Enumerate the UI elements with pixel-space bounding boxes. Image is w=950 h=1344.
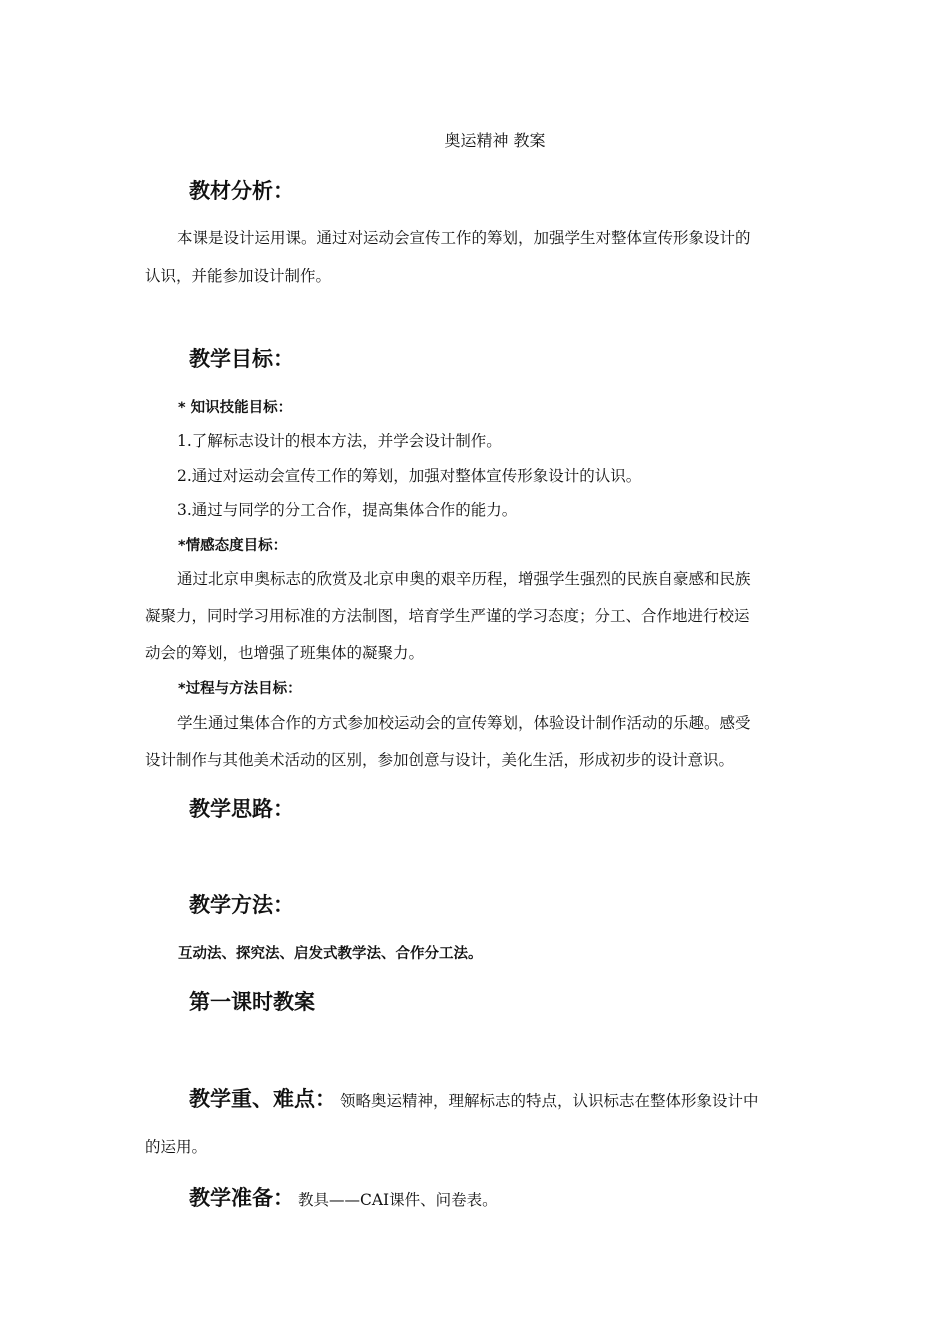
- preparation-row: [189, 1182, 498, 1212]
- heading-teaching-goals: 教学目标：: [189, 347, 294, 371]
- key-points-row: [189, 1083, 759, 1113]
- emotion-goal-line-1: 通过北京申奥标志的欣赏及北京申奥的艰辛历程，增强学生强烈的民族自豪感和民族: [177, 570, 751, 588]
- process-goal-line-1: 学生通过集体合作的方式参加校运动会的宣传筹划，体验设计制作活动的乐趣。感受: [177, 714, 751, 732]
- preparation-text: 教具——CAI课件、问卷表。: [298, 1191, 498, 1209]
- material-analysis-line-1: 本课是设计运用课。通过对运动会宣传工作的筹划，加强学生对整体宣传形象设计的: [177, 229, 751, 247]
- heading-material-analysis: 教材分析：: [189, 179, 294, 203]
- key-points-line-2: 的运用。: [145, 1138, 208, 1156]
- emotion-goal-line-3: 动会的筹划，也增强了班集体的凝聚力。: [145, 644, 425, 662]
- knowledge-goal-item: 1.了解标志设计的根本方法，并学会设计制作。: [177, 432, 502, 450]
- process-goal-label: *过程与方法目标：: [178, 681, 302, 697]
- heading-key-points: 教学重、难点：: [189, 1087, 336, 1111]
- heading-preparation: 教学准备：: [189, 1186, 294, 1210]
- heading-first-lesson: 第一课时教案: [189, 990, 315, 1014]
- heading-teaching-approach: 教学思路：: [189, 797, 294, 821]
- knowledge-goal-label: * 知识技能目标：: [178, 400, 293, 416]
- key-points-line-1: 领略奥运精神，理解标志的特点，认识标志在整体形象设计中: [340, 1092, 759, 1110]
- emotion-goal-label: *情感态度目标：: [178, 538, 288, 554]
- material-analysis-line-2: 认识，并能参加设计制作。: [145, 267, 332, 285]
- heading-teaching-methods: 教学方法：: [189, 893, 294, 917]
- knowledge-goal-item: 2.通过对运动会宣传工作的筹划，加强对整体宣传形象设计的认识。: [177, 467, 642, 485]
- emotion-goal-line-2: 凝聚力，同时学习用标准的方法制图，培育学生严谨的学习态度；分工、合作地进行校运: [145, 607, 750, 625]
- teaching-methods-list: 互动法、探究法、启发式教学法、合作分工法。: [178, 946, 483, 962]
- process-goal-line-2: 设计制作与其他美术活动的区别，参加创意与设计，美化生活，形成初步的设计意识。: [145, 751, 735, 769]
- knowledge-goal-item: 3.通过与同学的分工合作，提高集体合作的能力。: [177, 501, 518, 519]
- document-title: 奥运精神 教案: [444, 131, 546, 150]
